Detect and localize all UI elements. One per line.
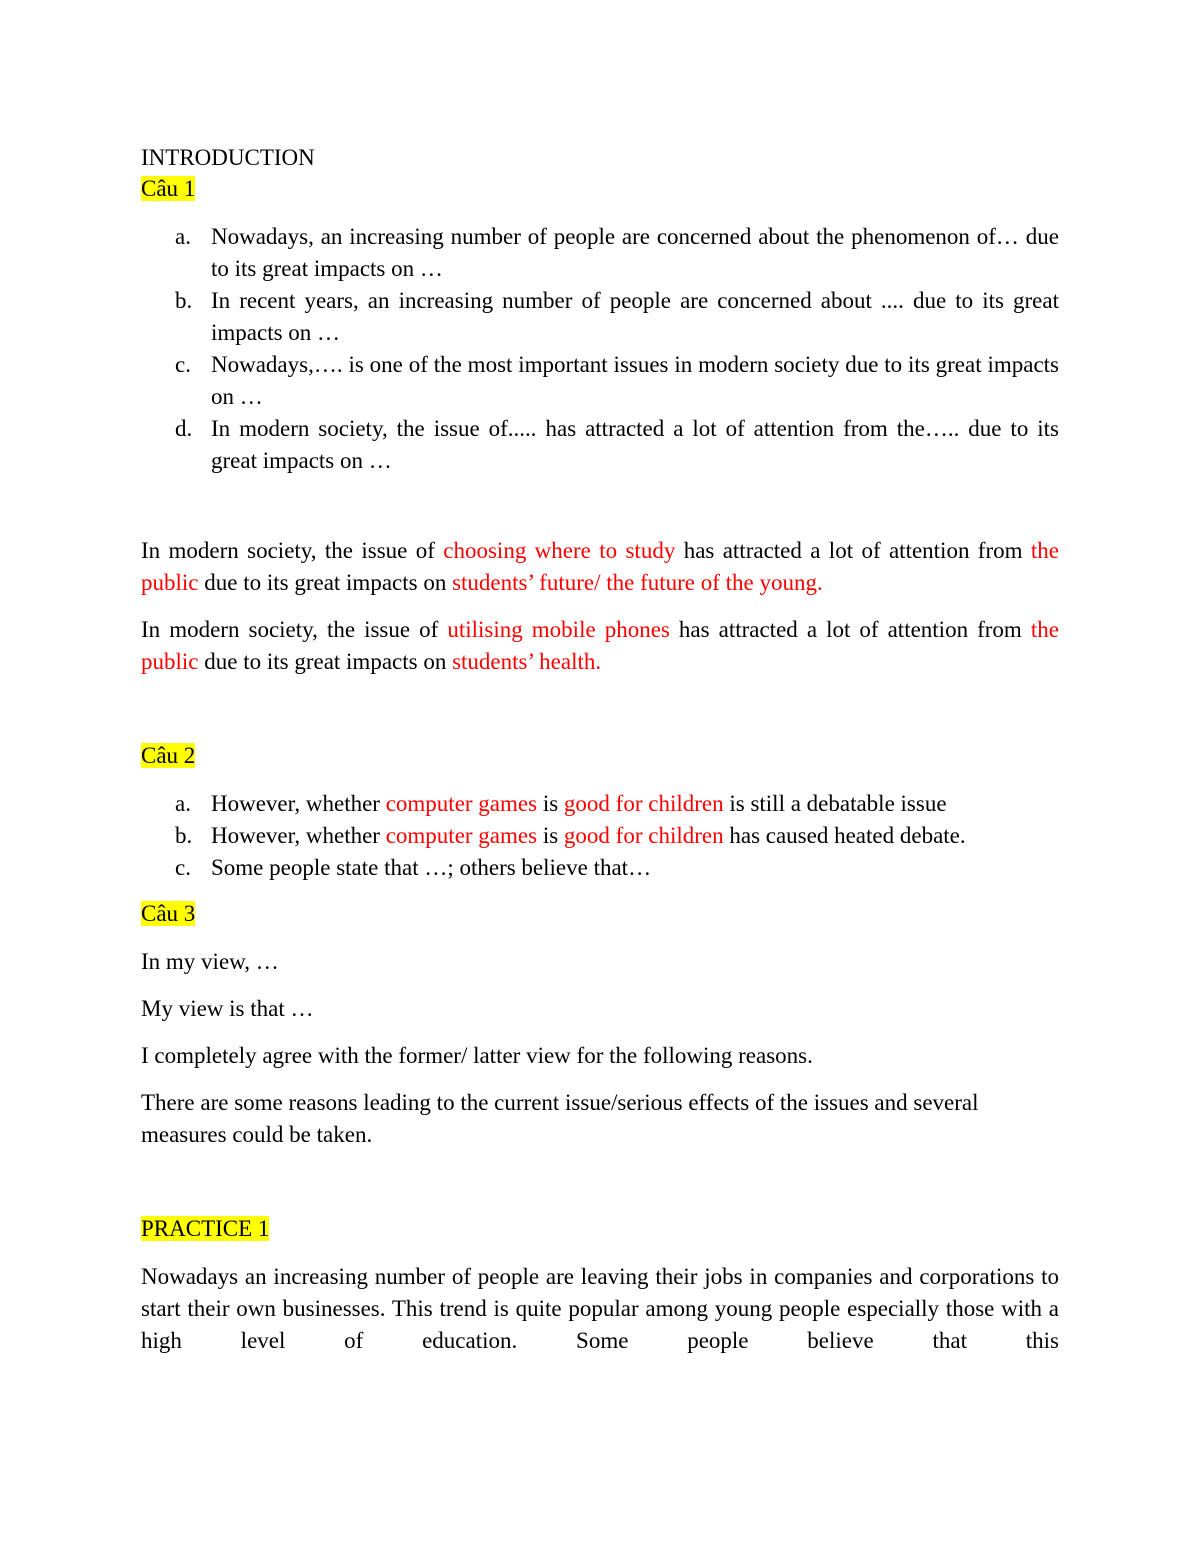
list-item — [141, 221, 1059, 285]
list-item-text: Nowadays,…. is one of the most important issues in modern society due to its great impacts on … — [211, 352, 1059, 409]
intro-heading: INTRODUCTION — [141, 145, 315, 170]
list-item-text: is — [537, 791, 564, 816]
list-marker: d. — [175, 416, 193, 441]
example-red-text: students’ health. — [452, 649, 602, 674]
example-red-text: choosing where to study — [443, 538, 676, 563]
list-item — [141, 285, 1059, 349]
list-marker: a. — [175, 224, 191, 249]
example-text: In modern society, the issue of — [141, 538, 444, 563]
list-item — [141, 413, 1059, 477]
list-item — [141, 349, 1059, 413]
example-paragraph-2 — [141, 614, 1059, 678]
list-item-text: has caused heated debate. — [723, 823, 966, 848]
practice1-paragraph: Nowadays an increasing number of people are leaving their jobs in companies and corporations to start their own businesses. This trend is quite popular among young people especially those with a high level of education. Some people believe that this — [141, 1264, 1059, 1353]
list-marker: b. — [175, 288, 193, 313]
list-item — [141, 788, 1059, 820]
cau2-label: Câu 2 — [141, 743, 196, 768]
example-text: In modern society, the issue of — [141, 617, 448, 642]
list-item-text: Nowadays, an increasing number of people are concerned about the phenomenon of… due to its great impacts on … — [211, 224, 1059, 281]
list-marker: b. — [175, 823, 193, 848]
cau3-line: There are some reasons leading to the current issue/serious effects of the issues and several measures could be taken. — [141, 1090, 979, 1147]
example-red-text: utilising mobile phones — [447, 617, 670, 642]
practice1-heading — [141, 1213, 1059, 1245]
practice1-label: PRACTICE 1 — [141, 1216, 270, 1241]
list-item-text: In modern society, the issue of..... has attracted a lot of attention from the….. due to its great impacts on … — [211, 416, 1059, 473]
list-item-red-text: computer games — [385, 823, 538, 848]
example-red-text: the public — [141, 617, 1059, 674]
example-paragraph-1 — [141, 535, 1059, 599]
cau3-label: Câu 3 — [141, 901, 196, 926]
list-marker: a. — [175, 791, 191, 816]
list-item-text: However, whether — [211, 823, 386, 848]
list-item-text: is still a debatable issue — [723, 791, 947, 816]
cau3-line: I completely agree with the former/ latter view for the following reasons. — [141, 1043, 813, 1068]
example-text: has attracted a lot of attention from — [669, 617, 1031, 642]
list-item — [141, 820, 1059, 852]
list-item-red-text: good for children — [563, 791, 724, 816]
list-item — [141, 852, 1059, 884]
list-item-red-text: good for children — [563, 823, 724, 848]
list-marker: c. — [175, 352, 191, 377]
cau3-line: My view is that … — [141, 996, 314, 1021]
list-item-red-text: computer games — [385, 791, 538, 816]
cau1-heading — [141, 173, 1059, 205]
list-item-text: is — [537, 823, 564, 848]
example-text: due to its great impacts on — [198, 570, 453, 595]
list-item-text: However, whether — [211, 791, 386, 816]
example-text: due to its great impacts on — [198, 649, 453, 674]
cau3-heading — [141, 898, 1059, 930]
cau2-heading — [141, 740, 1059, 772]
example-text: has attracted a lot of attention from — [675, 538, 1031, 563]
list-marker: c. — [175, 855, 191, 880]
cau1-list — [141, 221, 1059, 477]
list-item-text: Some people state that …; others believe that… — [211, 855, 652, 880]
list-item-text: In recent years, an increasing number of people are concerned about .... due to its great impacts on … — [211, 288, 1059, 345]
example-red-text: students’ future/ the future of the young. — [452, 570, 823, 595]
cau2-list — [141, 788, 1059, 884]
example-red-text: the public — [141, 538, 1059, 595]
cau1-label: Câu 1 — [141, 176, 196, 201]
cau3-line: In my view, … — [141, 949, 279, 974]
